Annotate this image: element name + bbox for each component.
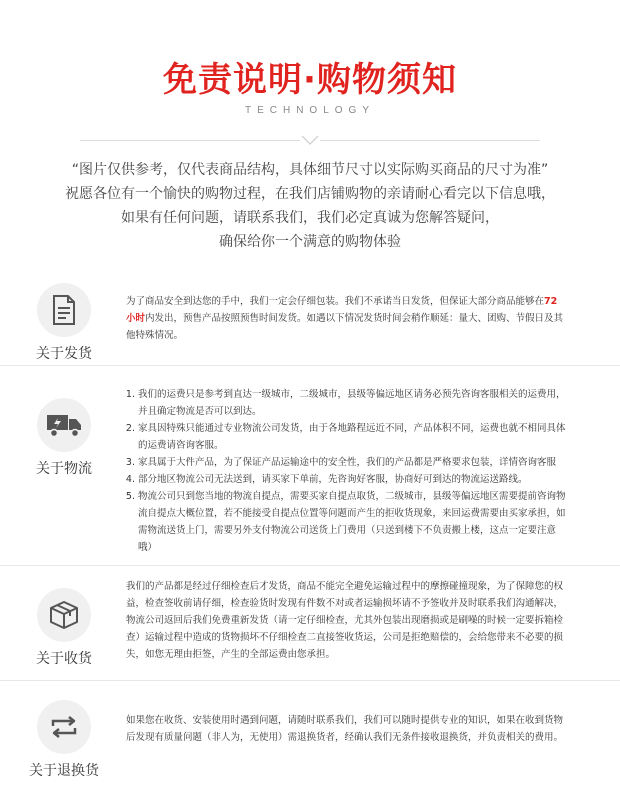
document-icon <box>37 283 91 337</box>
list-item: 5. 物流公司只到您当地的物流自提点，需要买家自提点取货，二级城市，县级等偏远地区需要提前咨询物流自提点大概位置，若不能接受自提点位置等问题而产生的拒收货现象，来回运费需要由买家承担，如需物流送货上门，需要另外支付物流公司送货上门费用（只送到楼下不负责搬上楼，这点一定要注意哦） <box>138 488 566 556</box>
receiving-text: 我们的产品都是经过仔细检查后才发货，商品不能完全避免运输过程中的摩擦碰撞现象，为了保障您的权益，检查签收前请仔细，检查验货时发现有件数不对或者运输损坏请不予签收并及时联系我们沟通解决，物流公司返回后我们免费重新发货（请一定仔细检查，尤其外包装出现磨损或是刷噪的时候一定要拆箱检查）运输过程中造成的货物损坏不仔细检查二直接签收货运，公司是拒绝赔偿的，会给您带来不必要的损失，如您无理由拒签，产生的全部运费由您承担。 <box>126 581 564 660</box>
logistics-icon-block <box>24 398 104 478</box>
intro-line: “图片仅供参考，仅代表商品结构，具体细节尺寸以实际购买商品的尺寸为准” <box>71 162 549 178</box>
section-separator <box>0 365 620 366</box>
returns-text: 如果您在收货、安装使用时遇到问题，请随时联系我们，我们可以随时提供专业的知识，如果在收到货物后发现有质量问题（非人为，无使用）需退换货者，经确认我们无条件接收退换货，并负责相关的费用。 <box>126 715 564 743</box>
returns-icon-block <box>24 700 104 780</box>
receiving-icon-block <box>24 588 104 668</box>
highlight-72h: 72小时 <box>126 296 558 324</box>
intro-text <box>0 158 620 254</box>
page-subtitle: TECHNOLOGY <box>244 105 375 116</box>
logistics-text <box>126 386 566 556</box>
list-item: 1. 我们的运费只是参考到直达一级城市，二级城市，县级等偏远地区请务必预先咨询客服相关的运费用，并且确定物流是否可以到达。 <box>138 386 566 420</box>
intro-line: 如果有任何问题，请联系我们，我们必定真诚为您解答疑问， <box>121 210 499 226</box>
section-label: 关于发货 <box>36 346 92 362</box>
list-item: 3. 家具属于大件产品，为了保证产品运输途中的安全性，我们的产品都是严格要求包装，详情咨询客服 <box>138 454 566 471</box>
list-item: 4. 部分地区物流公司无法送到，请买家下单前，先咨询好客服，协商好可到达的物流运送路线。 <box>138 471 566 488</box>
section-label: 关于物流 <box>36 461 92 477</box>
section-separator <box>0 565 620 566</box>
chevron-down-icon <box>300 134 320 146</box>
section-label: 关于退换货 <box>29 763 99 779</box>
shipping-text-part: 内发出，预售产品按照预售时间发货。如遇以下情况发货时间会稍作顺延：量大、团购、节假日及其他特殊情况。 <box>126 313 564 341</box>
shipping-icon-block <box>24 283 104 363</box>
exchange-icon <box>37 700 91 754</box>
intro-line: 祝愿各位有一个愉快的购物过程，在我们店铺购物的亲请耐心看完以下信息哦， <box>65 186 555 202</box>
section-separator <box>0 680 620 681</box>
shipping-text-part: 为了商品安全到达您的手中，我们一定会仔细包装。我们不承诺当日发货，但保证大部分商品能够在 <box>126 296 545 307</box>
list-item: 2. 家具因特殊只能通过专业物流公司发货，由于各地路程远近不同，产品体积不同，运费也就不相同具体的运费请咨询客服。 <box>138 420 566 454</box>
page-title: 免责说明·购物须知 <box>163 60 457 100</box>
truck-icon <box>37 398 91 452</box>
box-icon <box>37 588 91 642</box>
shipping-text <box>126 293 566 344</box>
intro-line: 确保给你一个满意的购物体验 <box>219 234 401 250</box>
section-label: 关于收货 <box>36 651 92 667</box>
